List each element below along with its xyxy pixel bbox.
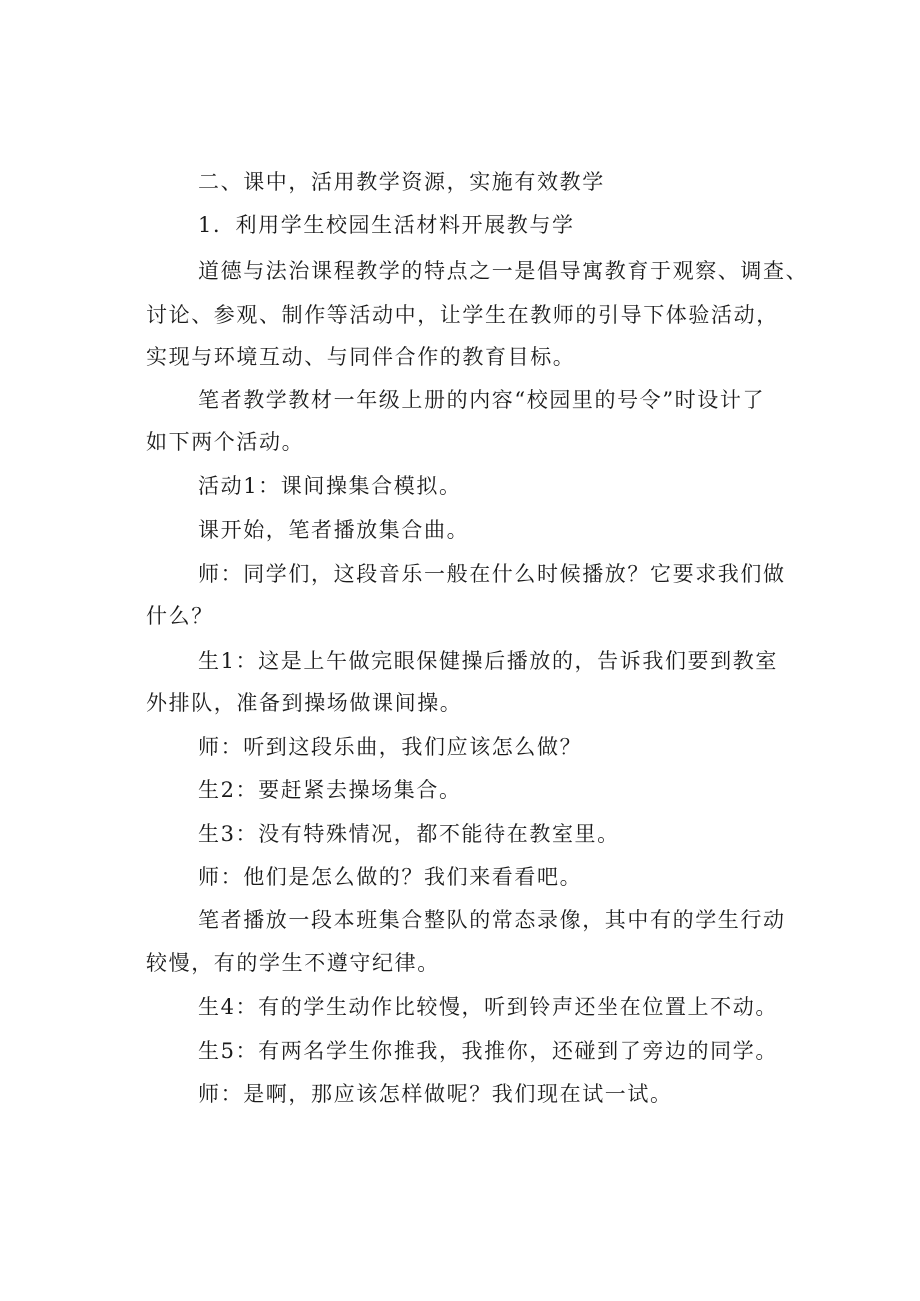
paragraph-line: 笔者教学教材一年级上册的内容“校园里的号令”时设计了 — [198, 388, 766, 412]
dialogue-line: 师：他们是怎么做的？我们来看看吧。 — [198, 865, 583, 889]
dialogue-line: 师：是啊，那应该怎样做呢？我们现在试一试。 — [198, 1082, 673, 1106]
paragraph-line: 讨论、参观、制作等活动中，让学生在教师的引导下体验活动， — [146, 303, 779, 327]
dialogue-line: 生3：没有特殊情况，都不能待在教室里。 — [198, 822, 620, 846]
section-heading: 二、课中，活用教学资源，实施有效教学 — [198, 170, 605, 194]
paragraph-line: 较慢，有的学生不遵守纪律。 — [146, 951, 440, 975]
paragraph-line: 道德与法治课程教学的特点之一是倡导寓教育于观察、调查、 — [198, 259, 809, 283]
dialogue-line: 什么？ — [146, 604, 214, 628]
paragraph-line: 课开始，笔者播放集合曲。 — [198, 518, 470, 542]
dialogue-line: 生1：这是上午做完眼保健操后播放的，告诉我们要到教室 — [198, 649, 778, 673]
dialogue-line: 生2：要赶紧去操场集合。 — [198, 778, 462, 802]
subsection-heading: 1．利用学生校园生活材料开展教与学 — [198, 213, 575, 237]
dialogue-line: 师：同学们，这段音乐一般在什么时候播放？它要求我们做 — [198, 562, 786, 586]
paragraph-line: 笔者播放一段本班集合整队的常态录像，其中有的学生行动 — [198, 908, 786, 932]
paragraph-line: 实现与环境互动、与同伴合作的教育目标。 — [146, 345, 576, 369]
dialogue-line: 生4：有的学生动作比较慢，听到铃声还坐在位置上不动。 — [198, 995, 778, 1019]
paragraph-line: 如下两个活动。 — [146, 430, 305, 454]
dialogue-line: 师：听到这段乐曲，我们应该怎么做？ — [198, 735, 583, 759]
dialogue-line: 生5：有两名学生你推我，我推你，还碰到了旁边的同学。 — [198, 1039, 778, 1063]
paragraph-line: 活动1：课间操集合模拟。 — [198, 474, 462, 498]
dialogue-line: 外排队，准备到操场做课间操。 — [146, 691, 463, 715]
